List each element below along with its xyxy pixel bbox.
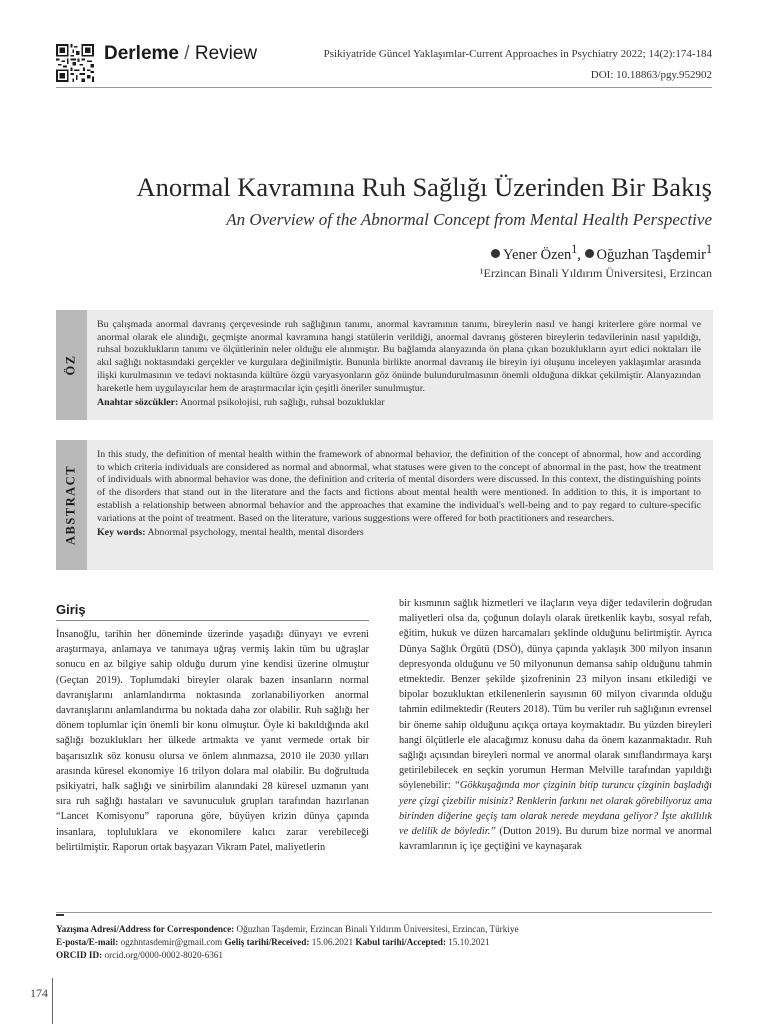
qr-code-icon bbox=[56, 44, 94, 82]
english-abstract-box bbox=[56, 440, 713, 570]
email-link[interactable]: ogzhntasdemir@gmail.com bbox=[120, 937, 223, 948]
oz-keywords-label: Anahtar sözcükler: bbox=[97, 397, 179, 409]
doi-link[interactable]: DOI: 10.18863/pgy.952902 bbox=[590, 69, 712, 81]
affiliation: ¹Erzincan Binali Yıldırım Üniversitesi, Erzincan bbox=[479, 266, 712, 280]
abstract-label: ABSTRACT bbox=[63, 464, 78, 546]
oz-label: ÖZ bbox=[63, 354, 78, 376]
author-item[interactable] bbox=[491, 242, 585, 263]
body-right-column bbox=[399, 596, 712, 854]
body-left-column: İnsanoğlu, tarihin her döneminde üzerinde yaşadığı dünyayı ve evreni araştırmaya, anlamaya ve tanımaya uğraş vermiş lakin tüm bu uğraşlar sonucu en az bilgiye sahip olduğu durum yine kendisi üzerine olmuştur (Geçtan 2019). Toplumdaki bireyler olarak bazen insanların normal davranışlarını anlamlandırma noktasında zorlanabiliyorken anormal davranışlarını anlamlandırma bu noktada daha zor olabilir. Ruh sağlığı her dönem toplumlar için önemli bir konu olmuştur. Öyle ki bakıldığında akıl sağlığı bozuklukları her ülkede artmakta ve yanıt vermede ortak bir başarısızlık söz konusu olursa ve önlem alınmazsa, 2010 ile 2030 yılları arasında küresel ekonomiye 16 trilyon dolara mal olabilir. Bu doğrultuda psikiyatri, halk sağlığı ve sinirbilim alanındaki 28 küresel uzmanın yanı sıra ruh sağlığı hastaları ve savunuculuk grupları tarafından hazırlanan “Lancet Komisyonu” raporuna göre, büyüyen krizin dünya çapında insanlara, topluluklara ve ekonomilere kalıcı zarar verebileceği belirtilmiştir. Raporun ortak başyazarı Vikram Patel, maliyetlerin bbox=[56, 629, 369, 853]
correspondence-line bbox=[56, 923, 519, 936]
orcid-icon bbox=[585, 249, 594, 258]
author-item[interactable] bbox=[585, 242, 713, 263]
abstract-keywords-label: Key words: bbox=[97, 527, 146, 539]
orcid-label: ORCID ID: bbox=[56, 950, 103, 961]
email-dates-line bbox=[56, 936, 519, 949]
journal-citation: Psikiyatride Güncel Yaklaşımlar-Current Approaches in Psychiatry 2022; 14(2):174-184 bbox=[323, 48, 712, 60]
page-number: 174 bbox=[30, 986, 48, 1000]
header-divider bbox=[56, 87, 712, 88]
abstract-keywords-value: Abnormal psychology, mental health, mental disorders bbox=[147, 527, 364, 539]
author-name: Oğuzhan Taşdemir bbox=[596, 246, 706, 263]
oz-side-tab bbox=[56, 310, 87, 420]
orcid-icon bbox=[491, 249, 500, 258]
article-type-label: Derleme / Review bbox=[104, 43, 258, 64]
section-divider bbox=[56, 620, 369, 621]
oz-keywords-value: Anormal psikolojisi, ruh sağlığı, ruhsal bozukluklar bbox=[180, 397, 385, 409]
orcid-line bbox=[56, 949, 519, 962]
received-date: 15.06.2021 bbox=[311, 937, 354, 948]
received-label: Geliş tarihi/Received: bbox=[224, 937, 310, 948]
article-title: Anormal Kavramına Ruh Sağlığı Üzerinden Bir Bakış bbox=[136, 172, 712, 202]
abstract-text-block bbox=[97, 449, 701, 540]
author-affil-marker: 1 bbox=[571, 242, 578, 256]
footer-divider bbox=[56, 912, 712, 913]
abstract-side-tab bbox=[56, 440, 87, 570]
oz-abstract-box bbox=[56, 310, 713, 420]
article-type-tr: Derleme bbox=[104, 43, 179, 64]
correspondence-label: Yazışma Adresi/Address for Correspondence: bbox=[56, 924, 235, 934]
oz-keywords bbox=[97, 397, 701, 410]
abstract-keywords bbox=[97, 527, 701, 540]
email-label: E-posta/E-mail: bbox=[56, 937, 119, 948]
author-list bbox=[491, 242, 712, 264]
author-name: Yener Özen bbox=[503, 246, 572, 263]
correspondence-value: Oğuzhan Taşdemir, Erzincan Binali Yıldırım Üniversitesi, Erzincan, Türkiye bbox=[236, 924, 519, 934]
author-separator: , bbox=[577, 246, 585, 263]
accepted-label: Kabul tarihi/Accepted: bbox=[355, 937, 446, 948]
oz-paragraph: Bu çalışmada anormal davranış çerçevesinde ruh sağlığının tanımı, anormal kavramının tanımı, bireylerin nasıl ve hangi kriterlere göre normal ve anormal olarak ele alındığı, geçmişte anormal kavramına hangi statülerin verildiği, anormal davranış gösteren bireylerin tedavilerinin nasıl yapıldığı, ruhsal bozuklukların tanımı ve ölçütlerinin neler olduğu ele alınmıştır. Bu bağlamda alanyazında ön plana çıkan bozuklukların ayırt edici noktaları ile akıl sağlığı noktasındaki gerçekler ve kurgulara değinilmiştir. Bununla birlikte anormal davranış ile bireyin iyi oluşunu inceleyen yaklaşımlar arasında ilişki kurulmasının ve tedavi noktasında kültüre özgü varyasyonların göz önünde bulundurulmasının önemli olduğuna dikkat çekilmiştir. Alanyazından hareketle hem uygulayıcılar hem de araştırmacılar için çeşitli öneriler sunulmuştur. bbox=[97, 319, 701, 394]
body-right-text: bir kısmının sağlık hizmetleri ve ilaçların veya diğer tedavilerin doğrudan maliyetleri olsa da, çoğunun dolaylı olarak üretkenlik kaybı, sosyal refah, eğitim, hukuk ve düzen harcamaları şeklinde olduğunu belirtmiştir. Ayrıca Dünya Sağlık Örgütü (DSÖ), dünya çapında yaklaşık 300 milyon insanın depresyonda olduğunu ve 50 milyonunun demansa sahip olduğunu tahmin etmektedir. Benzer şekilde şizofreninin 23 milyon insanı etkilediği ve bipolar bozukluktan etkilenenlerin sayısının 60 milyon civarında olduğu tahmin edilmektedir (Reuters 2018). Tüm bu veriler ruh sağlığının evrensel bir öneme sahip olduğunu açıkça ortaya koymaktadır. Bu yüzden bireyleri hangi ölçütlerle ele alacağımız konusu daha da önem kazanmaktadır. Ruh sağlığı açısından bireyleri normal ve anormal olarak sınıflandırmaya karşı getirilebilecek en seçkin yorumun Herman Melville tarafından yapıldığı söylenebilir: bbox=[399, 598, 712, 792]
author-affil-marker: 1 bbox=[705, 242, 712, 256]
oz-text-block bbox=[97, 319, 701, 410]
section-heading: Giriş bbox=[56, 602, 86, 617]
article-type-en: Review bbox=[194, 43, 258, 64]
orcid-link[interactable]: orcid.org/0000-0002-8020-6361 bbox=[104, 950, 223, 961]
page-number-bar bbox=[52, 978, 53, 1024]
article-subtitle: An Overview of the Abnormal Concept from Mental Health Perspective bbox=[226, 210, 712, 229]
accepted-date: 15.10.2021 bbox=[448, 937, 490, 948]
body-right-tail: (Dutton 2019). Bu durum bize normal ve anormal kavramlarının iç içe geçtiğini ve kaynaşarak bbox=[399, 826, 713, 853]
footer-divider-accent bbox=[56, 914, 64, 916]
melville-quote: “Gökkuşağında mor çizginin bitip turuncu çizginin başladığı yere çizgi çizebilir misiniz? Renklerin farkını net olarak görebiliyoruz ama birinden diğerine geçiş tam olarak nerede meydana geliyor? İşte akıllılık ve delilik de böyledir.” bbox=[399, 780, 712, 838]
abstract-paragraph: In this study, the definition of mental health within the framework of abnormal behavior, the definition of the concept of abnormal, how and according to which criteria individuals are considered as normal and abnormal, what statuses were given to the concept of abnormal in the past, how the treatment of individuals with abnormal behavior was done, the definition and criteria of mental disorders were discussed. In this context, the distinguishing points of the disorders that stand out in the literature and the facts and fictions about mental health were mentioned. In addition to this, it is important to establish a relationship between abnormal behavior and the approaches that examine the individual's well-being and to pay regard to culture-specific variations at the point of treatment. Based on the literature, various suggestions were offered for both practitioners and researchers. bbox=[97, 449, 701, 524]
correspondence-footer bbox=[56, 923, 519, 963]
